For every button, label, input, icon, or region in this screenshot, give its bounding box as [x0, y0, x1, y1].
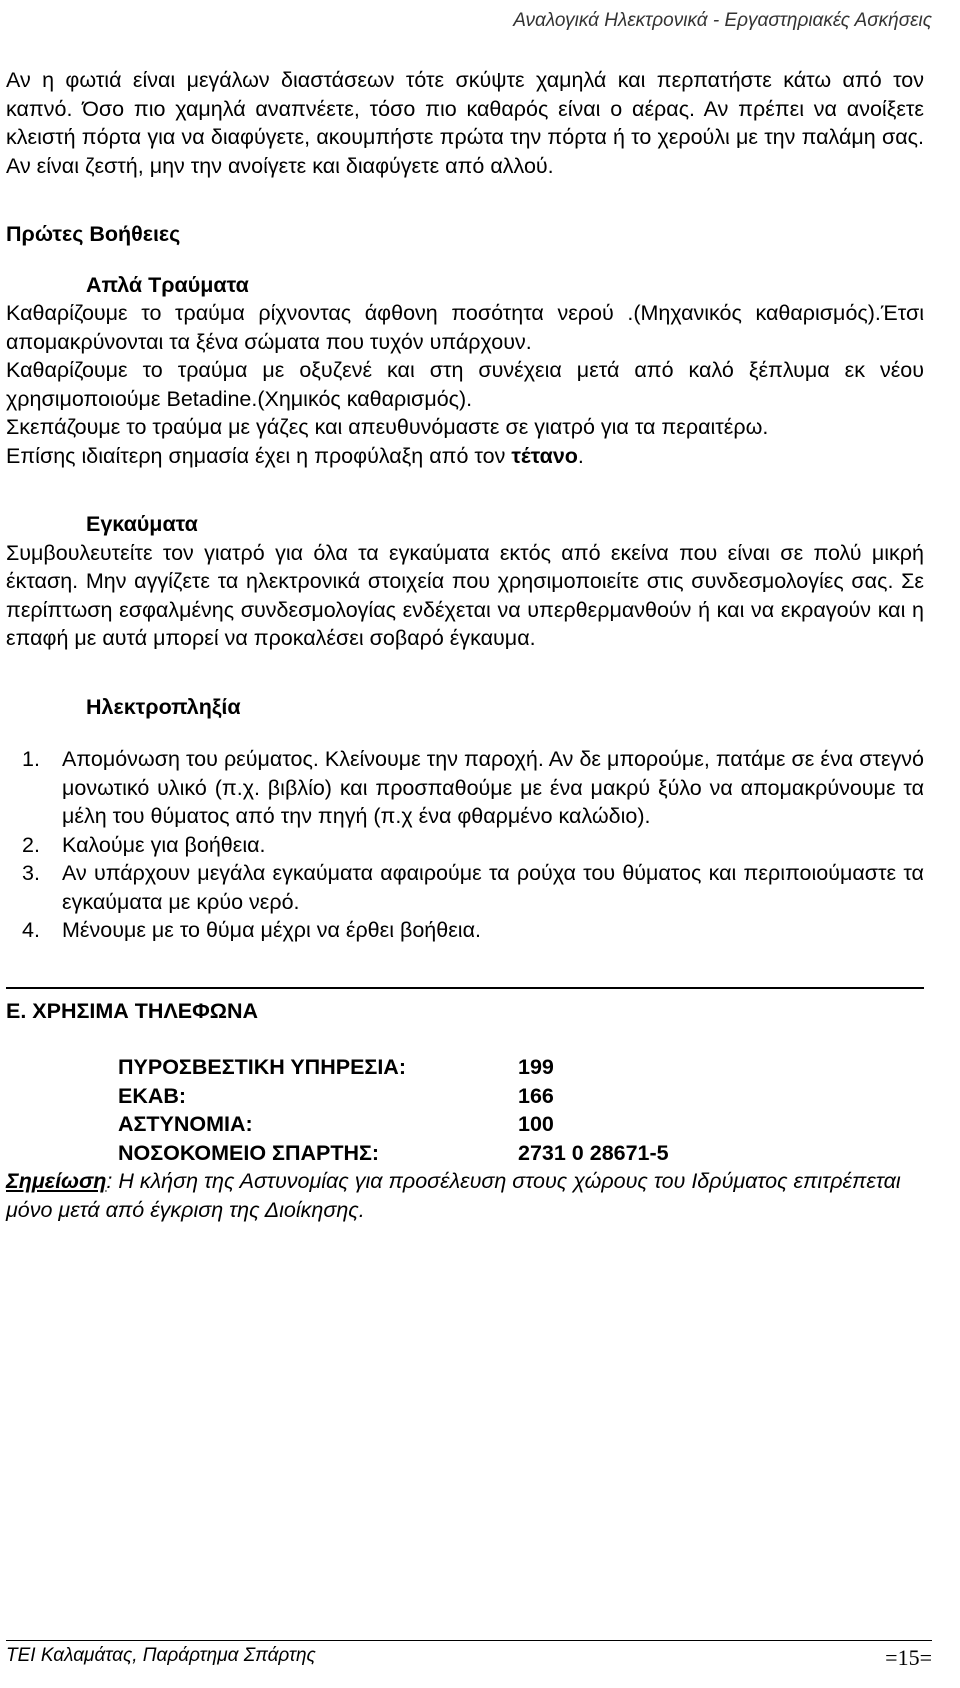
simple-wounds-line-2: Καθαρίζουμε το τραύμα με οξυζενέ και στη συνέχεια μετά από καλό ξέπλυμα εκ νέου χρησιμοποιούμε Betadine.(Χημικός καθαρισμός). — [6, 358, 924, 411]
phone-label: ΑΣΤΥΝΟΜΙΑ: — [118, 1112, 253, 1136]
step-text: Αν υπάρχουν μεγάλα εγκαύματα αφαιρούμε τα ρούχα του θύματος και περιποιούμαστε τα εγκαύματα με κρύο νερό. — [62, 861, 924, 914]
first-aid-title: Πρώτες Βοήθειες — [6, 222, 181, 246]
burns-title: Εγκαύματα — [86, 512, 198, 536]
intro-paragraph: Αν η φωτιά είναι μεγάλων διαστάσεων τότε σκύψτε χαμηλά και περπατήστε κάτω από τον καπνό. Όσο πιο χαμηλά αναπνέετε, τόσο πιο καθαρός είναι ο αέρας. Αν πρέπει να ανοίξετε κλειστή πόρτα για να διαφύγετε, ακουμπήστε πρώτα την πόρτα ή το χερούλι με την παλάμη σας. Αν είναι ζεστή, μην την ανοίγετε και διαφύγετε από αλλού. — [6, 68, 924, 178]
phone-number: 199 — [518, 1055, 554, 1079]
page-number: =15= — [885, 1645, 932, 1670]
table-row — [118, 1053, 924, 1082]
simple-wounds-line-4 — [6, 442, 924, 471]
phone-label: ΝΟΣΟΚΟΜΕΙΟ ΣΠΑΡΤΗΣ: — [118, 1140, 380, 1165]
phone-label: ΠΥΡΟΣΒΕΣΤΙΚΗ ΥΠΗΡΕΣΙΑ: — [118, 1055, 406, 1079]
page-footer — [6, 1640, 932, 1671]
simple-wounds-title: Απλά Τραύματα — [86, 272, 249, 297]
burns-paragraph: Συμβουλευτείτε τον γιατρό για όλα τα εγκαύματα εκτός από εκείνα που είναι σε πολύ μικρή έκταση. Μην αγγίζετε τα ηλεκτρονικά στοιχεία που χρησιμοποιείτε στις συνδεσμολογίες σας. Σε περίπτωση εσφαλμένης συνδεσμολογίας ενδέχεται να υπερθερμανθούν ή και να εκραγούν και η επαφή με αυτά μπορεί να προκαλέσει σοβαρό έγκαυμα. — [6, 540, 924, 650]
note-text: : Η κλήση της Αστυνομίας για προσέλευση στους χώρους του Ιδρύματος επιτρέπεται μόνο μετά από έγκριση της Διοίκησης. — [6, 1169, 901, 1222]
phone-label: ΕΚΑΒ: — [118, 1083, 187, 1108]
page-content — [6, 66, 924, 1224]
list-item — [6, 745, 924, 831]
tetanus-suffix: . — [577, 443, 584, 468]
step-number: 1. — [22, 747, 40, 771]
useful-phones-title: Ε. ΧΡΗΣΙΜΑ ΤΗΛΕΦΩΝΑ — [6, 987, 924, 1026]
phone-number: 166 — [518, 1083, 554, 1108]
step-text: Μένουμε με το θύμα μέχρι να έρθει βοήθεια. — [62, 918, 481, 942]
step-number: 2. — [22, 832, 40, 857]
phone-number: 2731 0 28671-5 — [518, 1140, 669, 1165]
table-row — [118, 1082, 924, 1111]
tetanus-word: τέτανο — [511, 443, 578, 468]
electrocution-title: Ηλεκτροπληξία — [86, 694, 241, 719]
electrocution-steps — [6, 745, 924, 945]
list-item — [6, 859, 924, 916]
phone-number: 100 — [518, 1112, 554, 1136]
simple-wounds-line-3: Σκεπάζουμε το τραύμα με γάζες και απευθυνόμαστε σε γιατρό για τα περαιτέρω. — [6, 415, 769, 439]
list-item — [6, 916, 924, 945]
step-number: 3. — [22, 861, 40, 885]
step-text: Καλούμε για βοήθεια. — [62, 832, 266, 857]
table-row — [118, 1139, 924, 1168]
step-text: Απομόνωση του ρεύματος. Κλείνουμε την παροχή. Αν δε μπορούμε, πατάμε σε ένα στεγνό μονωτικό υλικό (π.χ. βιβλίο) και προσπαθούμε με ένα μακρύ ξύλο να απομακρύνουμε τα μέλη του θύματος από την πηγή (π.χ ένα φθαρμένο καλώδιο). — [62, 747, 924, 828]
step-number: 4. — [22, 918, 40, 942]
footer-institution: ΤΕΙ Καλαμάτας, Παράρτημα Σπάρτης — [6, 1645, 316, 1666]
simple-wounds-line-1: Καθαρίζουμε το τραύμα ρίχνοντας άφθονη ποσότητα νερού .(Μηχανικός καθαρισμός).Έτσι απομακρύνονται τα ξένα σώματα που τυχόν υπάρχουν. — [6, 301, 924, 354]
list-item — [6, 831, 924, 860]
note-label: Σημείωση — [6, 1169, 107, 1193]
running-header: Αναλογικά Ηλεκτρονικά - Εργαστηριακές Ασκήσεις — [513, 10, 932, 31]
phone-table — [6, 1053, 924, 1167]
table-row — [118, 1110, 924, 1139]
tetanus-prefix: Επίσης ιδιαίτερη σημασία έχει η προφύλαξη από τον — [6, 443, 512, 468]
note-paragraph — [6, 1167, 924, 1224]
